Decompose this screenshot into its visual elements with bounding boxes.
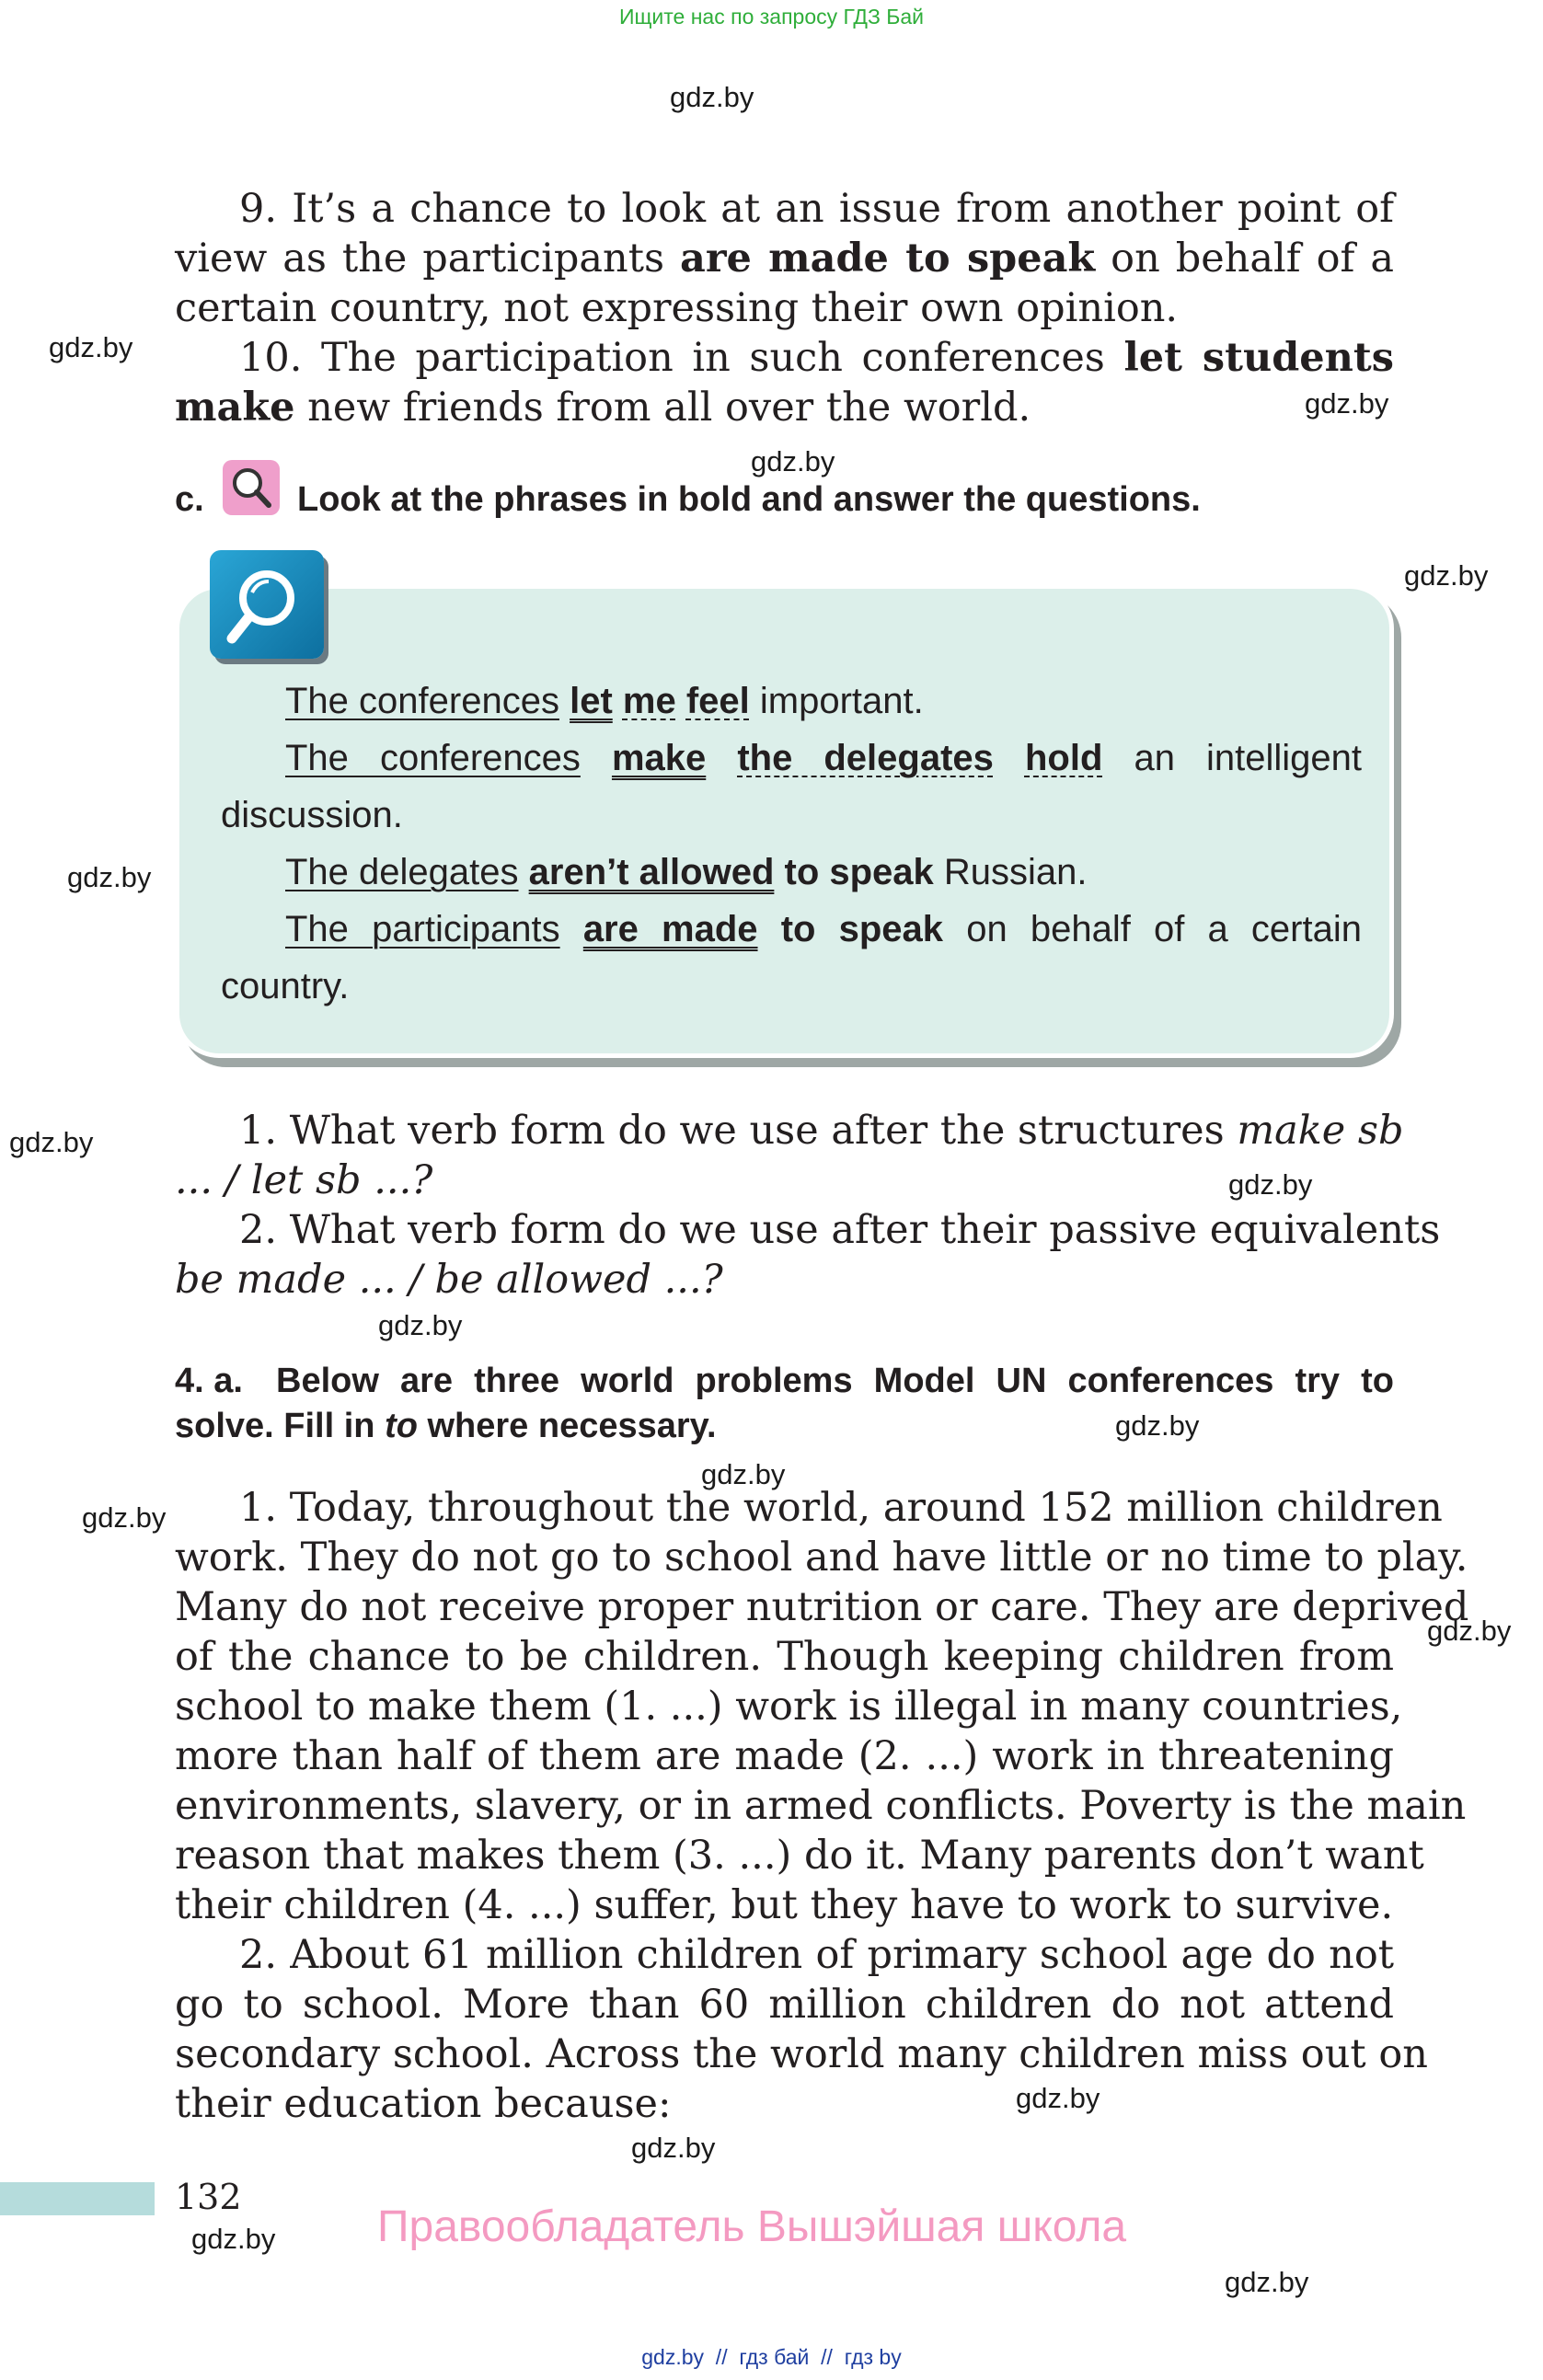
rest: an intelligent [1102, 738, 1362, 778]
watermark: gdz.by [1228, 1168, 1313, 1201]
watermark: gdz.by [67, 861, 152, 893]
watermark: gdz.by [751, 445, 835, 477]
task-4-text-end: where necessary. [417, 1407, 717, 1445]
box-sentence-1 [285, 681, 924, 722]
paragraph-line: of the chance to be children. Though keeping children from [175, 1634, 1394, 1680]
watermark: gdz.by [9, 1126, 94, 1158]
page-number-bar [0, 2182, 155, 2215]
watermark: gdz.by [378, 1309, 463, 1341]
box-sentence-3 [285, 852, 1088, 893]
object-delegates: the delegates [737, 738, 994, 778]
paragraph-line: work. They do not go to school and have little or no time to play. [175, 1535, 1468, 1581]
paragraph-line: more than half of them are made (2. ...) work in threatening [175, 1733, 1394, 1779]
paragraph-1 [175, 1483, 1469, 1930]
watermark: gdz.by [1404, 559, 1489, 592]
subject: The conferences [285, 681, 559, 721]
verb-let: let [570, 681, 613, 721]
question-1-italic: make sb [1237, 1108, 1404, 1154]
infinitive: to speak [757, 909, 944, 949]
footer-links[interactable]: gdz.by // гдз бай // гдз by [641, 2345, 902, 2369]
top-banner[interactable]: Ищите нас по запросу ГДЗ Бай [618, 5, 925, 29]
paragraph-line: 1. Today, throughout the world, around 152 million children [239, 1485, 1443, 1531]
task-4-line-2 [175, 1407, 717, 1446]
watermark: gdz.by [1427, 1615, 1512, 1647]
paragraph-line: go to school. More than 60 million children do not attend [175, 1982, 1394, 2028]
question-1-text: 1. What verb form do we use after the structures [239, 1108, 1238, 1154]
paragraph-line: 2. About 61 million children of primary school age do not [239, 1932, 1394, 1978]
item-9-text: 9. It’s a chance to look at an issue from another point of view as the participants [175, 186, 1394, 282]
verb-are-made: are made [582, 909, 758, 949]
task-c-instruction: Look at the phrases in bold and answer the questions. [297, 480, 1201, 519]
watermark: gdz.by [191, 2223, 276, 2255]
task-4-to: to [385, 1407, 418, 1445]
item-10-text: 10. The participation in such conferences [239, 335, 1124, 381]
item-10 [175, 333, 1394, 432]
watermark: gdz.by [1115, 1409, 1200, 1442]
subject: The participants [285, 909, 560, 949]
page-number: 132 [175, 2177, 242, 2217]
paragraph-2 [175, 1930, 1428, 2129]
box-sentence-2-cont: discussion. [221, 795, 403, 835]
box-sentence-4 [285, 909, 1362, 950]
watermark: gdz.by [82, 1501, 167, 1534]
verb-make: make [611, 738, 707, 778]
item-10-end: new friends from all over the world. [294, 385, 1031, 431]
magnifier-icon [223, 460, 280, 515]
watermark: gdz.by [670, 81, 754, 113]
item-9 [175, 184, 1394, 333]
watermark: gdz.by [1016, 2082, 1100, 2114]
paragraph-line: secondary school. Across the world many children miss out on [175, 2031, 1428, 2077]
box-sentence-4-cont: country. [221, 966, 350, 1006]
verb-hold: hold [1024, 738, 1103, 778]
verb-arent-allowed: aren’t allowed [528, 852, 775, 892]
paragraph-line: Many do not receive proper nutrition or care. They are deprived [175, 1584, 1469, 1630]
question-2-cont: be made ... / be allowed ...? [175, 1257, 723, 1303]
paragraph-line: environments, slavery, or in armed conflicts. Poverty is the main [175, 1783, 1467, 1829]
subject: The delegates [285, 852, 519, 892]
subject: The conferences [285, 738, 581, 778]
rest: Russian. [933, 852, 1088, 892]
paragraph-line: their children (4. ...) suffer, but they have to work to survive. [175, 1882, 1394, 1928]
paragraph-line: school to make them (1. ...) work is illegal in many countries, [175, 1684, 1403, 1730]
paragraph-line: reason that makes them (3. ...) do it. Many parents don’t want [175, 1833, 1424, 1879]
question-1 [239, 1106, 1404, 1156]
question-1-cont: ... / let sb ...? [175, 1157, 433, 1203]
box-sentence-2 [285, 738, 1362, 779]
verb-feel: feel [685, 681, 750, 721]
object-me: me [622, 681, 676, 721]
item-9-bold: are made to speak [680, 236, 1096, 282]
question-2: 2. What verb form do we use after their passive equivalents [239, 1207, 1441, 1253]
task-4-number: 4. a. [175, 1362, 243, 1400]
paragraph-line: their education because: [175, 2081, 672, 2127]
watermark: gdz.by [631, 2132, 716, 2164]
watermark: gdz.by [1225, 2266, 1309, 2298]
item-10-bold: let students make [175, 335, 1394, 431]
task-4-line-1: Below are three world problems Model UN conferences try to [276, 1362, 1394, 1400]
item-9-end: on behalf of a certain country, not expressing their own opinion. [175, 236, 1395, 331]
rest: important. [749, 681, 924, 721]
watermark: gdz.by [49, 331, 133, 363]
magnifier-icon [210, 550, 324, 659]
task-4-text: solve. Fill in [175, 1407, 386, 1445]
infinitive: to speak [774, 852, 934, 892]
rest: on behalf of a certain [943, 909, 1362, 949]
watermark: gdz.by [701, 1458, 786, 1490]
watermark: gdz.by [1305, 387, 1389, 420]
copyright: Правообладатель Вышэйшая школа [377, 2202, 1127, 2251]
task-c-letter: c. [175, 480, 204, 519]
